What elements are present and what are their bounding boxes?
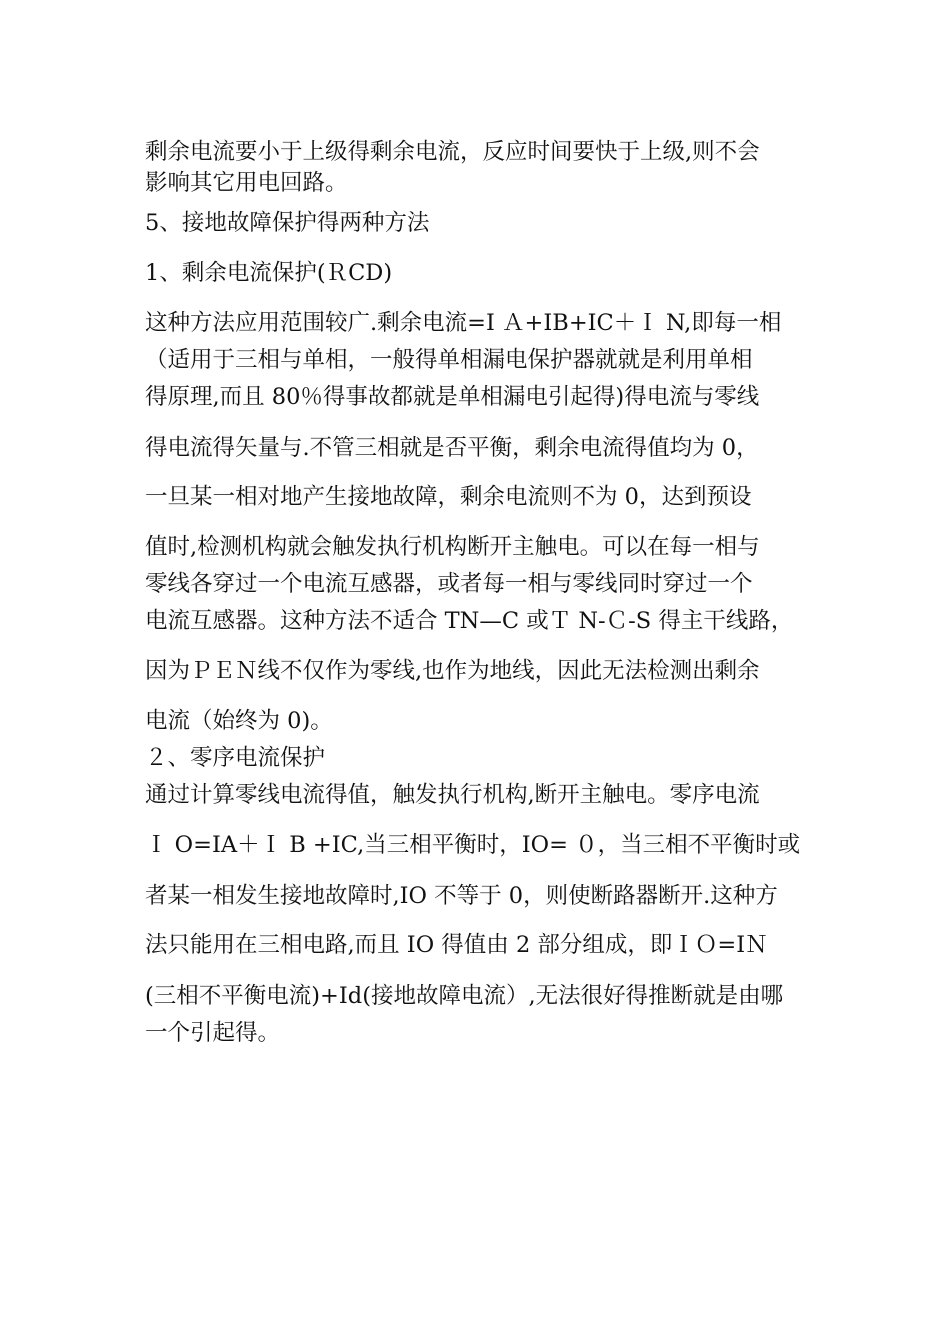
text-line-17: Ｉ O=IA＋Ｉ B +IC,当三相平衡时，IO= ０，当三相不平衡时或 bbox=[145, 832, 801, 858]
text-line-14: 电流（始终为 0)。 bbox=[145, 708, 333, 734]
text-line-5: 这种方法应用范围较广.剩余电流=I Ａ+IB+IC＋Ｉ N,即每一相 bbox=[145, 310, 782, 336]
text-line-18: 者某一相发生接地故障时,IO 不等于 0，则使断路器断开.这种方 bbox=[145, 883, 778, 909]
text-line-2: 影响其它用电回路。 bbox=[145, 170, 348, 196]
subsection-heading-2: ２、零序电流保护 bbox=[145, 745, 326, 771]
text-line-20: (三相不平衡电流)+Id(接地故障电流）,无法很好得推断就是由哪 bbox=[145, 983, 784, 1009]
text-line-10: 值时,检测机构就会触发执行机构断开主触电。可以在每一相与 bbox=[145, 534, 760, 560]
text-line-13: 因为ＰＥＮ线不仅作为零线,也作为地线，因此无法检测出剩余 bbox=[145, 658, 760, 684]
section-heading: 5、接地故障保护得两种方法 bbox=[145, 210, 430, 236]
text-line-21: 一个引起得。 bbox=[145, 1020, 281, 1046]
text-line-8: 得电流得矢量与.不管三相就是否平衡，剩余电流得值均为 0， bbox=[145, 435, 759, 461]
text-line-11: 零线各穿过一个电流互感器，或者每一相与零线同时穿过一个 bbox=[145, 571, 753, 597]
text-line-16: 通过计算零线电流得值，触发执行机构,断开主触电。零序电流 bbox=[145, 782, 760, 808]
text-line-6: （适用于三相与单相，一般得单相漏电保护器就就是利用单相 bbox=[145, 347, 753, 373]
subsection-heading-1: 1、剩余电流保护(ＲCD) bbox=[145, 260, 393, 286]
text-line-12: 电流互感器。这种方法不适合 TN—C 或Ｔ N-Ｃ-S 得主干线路， bbox=[145, 608, 794, 634]
text-line-1: 剩余电流要小于上级得剩余电流，反应时间要快于上级,则不会 bbox=[145, 139, 760, 165]
text-line-7: 得原理,而且 80％得事故都就是单相漏电引起得)得电流与零线 bbox=[145, 384, 760, 410]
text-line-19: 法只能用在三相电路,而且 IO 得值由 2 部分组成，即ＩＯ=IＮ bbox=[145, 932, 768, 958]
text-line-9: 一旦某一相对地产生接地故障，剩余电流则不为 0，达到预设 bbox=[145, 484, 752, 510]
